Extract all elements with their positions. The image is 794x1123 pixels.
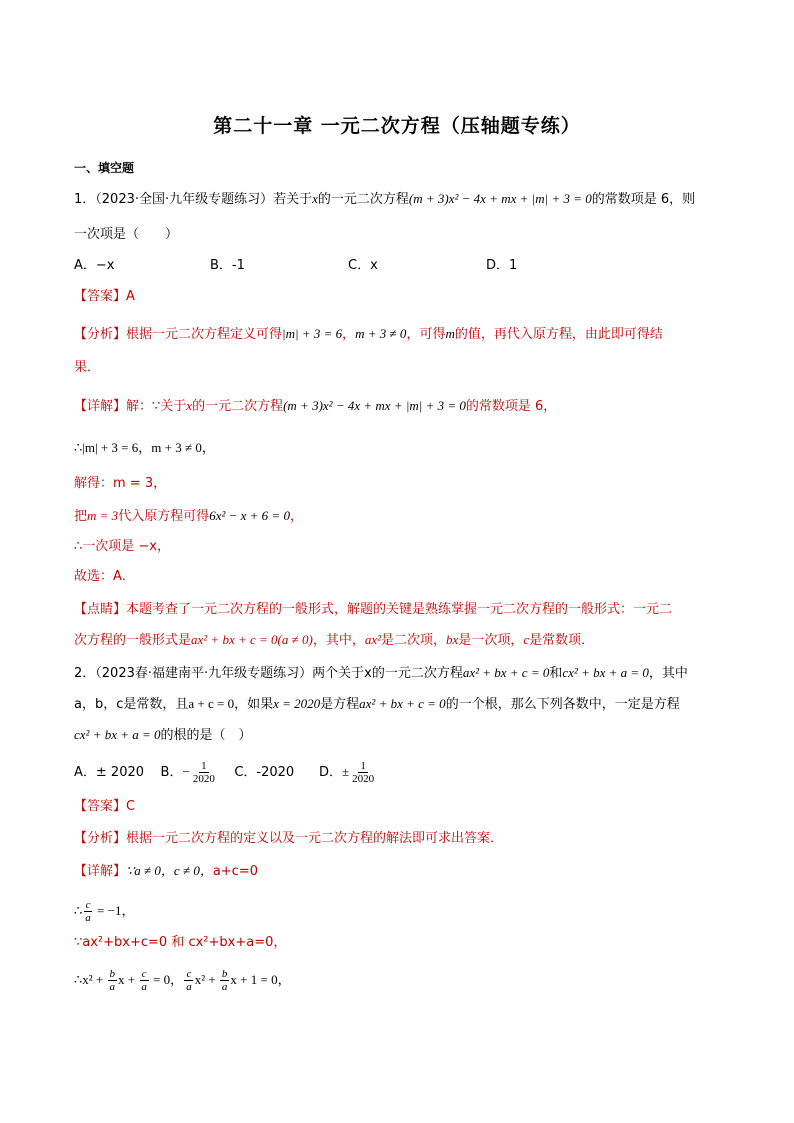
q1-analysis-sep: ，	[342, 327, 356, 342]
q2-s3-denominator-1: a	[109, 981, 115, 993]
q1-option-c: C．x	[348, 258, 378, 273]
q2-line2-text-a: a，b，c是常数，且	[74, 697, 189, 712]
q1-step3-text-c: ，	[289, 509, 303, 524]
q2-stem-and: 和	[549, 666, 563, 681]
q1-detail-text-a: 解：∵关于	[126, 399, 187, 414]
q1-stem-text-c: 的常数项是 6，则	[591, 192, 696, 207]
q2-option-d	[319, 760, 377, 785]
q2-option-b-denominator: 2020	[192, 773, 215, 785]
q2-analysis	[74, 829, 503, 849]
q2-line2-eq1: a + c = 0	[188, 696, 235, 711]
q2-s3-fraction-1	[108, 968, 118, 993]
q2-s3-lead: ∴x² +	[74, 972, 107, 987]
q2-stem-line2	[74, 694, 680, 715]
q2-s3-numerator-4: b	[221, 968, 228, 980]
q2-analysis-text: 根据一元二次方程的定义以及一元二次方程的解法即可求出答案．	[126, 831, 504, 846]
q2-analysis-tag: 【分析】	[74, 831, 127, 846]
q2-stem-eq2: cx² + bx + a = 0	[562, 665, 649, 680]
q2-line3-text: 的根的是（ ）	[160, 728, 252, 743]
q2-option-a: A．± 2020	[74, 765, 145, 780]
page-title: 第二十一章 一元二次方程（压轴题专练）	[213, 115, 581, 137]
q2-s3-fraction-2	[139, 968, 149, 993]
q2-option-d-numerator: 1	[360, 760, 366, 772]
q2-step-2: ∵ax²+bx+c=0 和 cx²+bx+a=0，	[74, 935, 287, 950]
q2-detail	[74, 861, 258, 882]
q2-option-d-fraction	[350, 760, 376, 785]
q2-s3-numerator-3: c	[186, 968, 192, 980]
q2-options	[74, 758, 377, 787]
section-heading: 一、填空题	[74, 161, 135, 175]
q1-step-2: 解得：m = 3，	[74, 476, 167, 491]
q1-comment-line2	[74, 630, 594, 651]
q2-option-d-label: D．	[319, 765, 343, 780]
q1-comment-line1	[74, 600, 672, 620]
q1-analysis-var: m	[445, 326, 455, 341]
q1-answer	[74, 287, 135, 307]
q1-step-1: ∴|m| + 3 = 6，m + 3 ≠ 0，	[74, 440, 215, 455]
q1-step3-eq2: 6x² − x + 6 = 0	[209, 508, 290, 523]
q2-s1-fraction	[83, 899, 93, 924]
q2-line3-eq: cx² + bx + a = 0	[74, 727, 161, 742]
q1-comment-text-d: 是二次项，	[381, 633, 447, 648]
q2-s3-denominator-2: a	[141, 981, 147, 993]
q2-stem-line3	[74, 725, 252, 746]
q1-detail	[74, 396, 556, 417]
q2-answer-tag: 【答案】	[74, 799, 127, 814]
q1-stem-var: x	[312, 191, 318, 206]
q2-answer	[74, 797, 135, 817]
q1-detail-equation: (m + 3)x² − 4x + mx + |m| + 3 = 0	[283, 398, 466, 413]
q2-line2-text-d: 的一个根，那么下列各数中，一定是方程	[445, 697, 680, 712]
q2-detail-text-a: ∵a ≠ 0，c ≠ 0，	[126, 863, 213, 878]
q1-stem-equation: (m + 3)x² − 4x + mx + |m| + 3 = 0	[408, 191, 592, 206]
q1-comment-term1: ax²	[364, 632, 382, 647]
q1-detail-tag: 【详解】	[74, 399, 127, 414]
q1-comment-text-e: 是一次项，	[458, 633, 524, 648]
q2-option-b-sign: −	[182, 764, 190, 779]
q2-line2-eq2: x = 2020	[273, 696, 321, 711]
q1-option-b: B．-1	[210, 258, 245, 273]
q2-option-c: C．-2020	[234, 765, 295, 780]
q1-detail-text-b: 的一元二次方程	[192, 399, 284, 414]
q1-answer-value: A	[126, 289, 135, 304]
q2-option-b-numerator: 1	[201, 760, 207, 772]
q1-analysis	[74, 324, 663, 345]
q1-answer-tag: 【答案】	[74, 289, 127, 304]
q2-s3-denominator-3: a	[186, 981, 192, 993]
q1-step3-text-a: 把	[74, 509, 88, 524]
q2-line2-eq3: ax² + bx + c = 0	[359, 696, 446, 711]
q1-stem-text-a: 1．（2023·全国·九年级专题练习）若关于	[74, 192, 313, 207]
q1-comment-tag: 【点睛】	[74, 602, 127, 617]
q2-option-b-label: B．	[160, 765, 183, 780]
q2-s1-lead: ∴	[74, 904, 83, 919]
q1-option-a: A．−x	[74, 258, 115, 273]
q2-stem	[74, 663, 688, 684]
q1-analysis-text-a: 根据一元二次方程定义可得	[126, 327, 283, 342]
q2-s3-fraction-3	[184, 968, 194, 993]
q1-analysis-eq2: m + 3 ≠ 0	[355, 326, 407, 341]
q2-line2-text-c: 是方程	[320, 697, 360, 712]
q2-stem-text-b: ，其中	[648, 666, 688, 681]
q1-detail-text-c: 的常数项是 6，	[465, 399, 557, 414]
q2-s3-mid-3: x² +	[194, 972, 219, 987]
q1-comment-equation: ax² + bx + c = 0(a ≠ 0)	[191, 632, 313, 647]
q2-detail-text-b: a+c=0	[212, 864, 258, 879]
q1-comment-text-b: 次方程的一般形式是	[74, 633, 192, 648]
q2-option-d-denominator: 2020	[352, 773, 375, 785]
q1-analysis-line2: 果．	[74, 360, 101, 375]
q2-step-3	[74, 965, 291, 996]
q1-stem	[74, 189, 695, 210]
q1-step3-text-b: 代入原方程可得	[118, 509, 210, 524]
q2-s3-fraction-4	[220, 968, 230, 993]
q2-s3-numerator-2: c	[141, 968, 147, 980]
q1-comment-text-c: ，其中，	[312, 633, 365, 648]
q2-s3-tail: x + 1 = 0，	[230, 972, 291, 987]
q2-s3-mid-1: x +	[118, 972, 139, 987]
q1-stem-line2: 一次项是（ ）	[74, 227, 179, 242]
q1-stem-text-b: 的一元二次方程	[317, 192, 409, 207]
q2-s3-numerator-1: b	[109, 968, 115, 980]
q2-option-d-sign: ±	[342, 764, 350, 779]
q2-detail-tag: 【详解】	[74, 864, 127, 879]
q1-comment-term3: c	[523, 632, 530, 647]
q2-s3-mid-2: = 0，	[149, 972, 184, 987]
q2-option-b	[160, 760, 218, 785]
q2-step-1	[74, 896, 134, 927]
q2-s1-numerator: c	[85, 899, 91, 911]
q1-comment-term2: bx	[446, 632, 459, 647]
q2-s3-denominator-4: a	[221, 981, 228, 993]
q1-comment-text-f: 是常数项．	[529, 633, 595, 648]
q2-stem-text-a: 2．（2023春·福建南平·九年级专题练习）两个关于x的一元二次方程	[74, 666, 463, 681]
q1-step-4: ∴一次项是 −x，	[74, 539, 170, 554]
q2-s1-tail: = −1，	[93, 903, 135, 918]
q1-analysis-eq1: |m| + 3 = 6	[282, 326, 343, 341]
q1-option-d: D．1	[486, 258, 518, 273]
q1-analysis-text-c: 的值，再代入原方程，由此即可得结	[454, 327, 663, 342]
q2-answer-value: C	[126, 799, 136, 814]
q1-comment-text-a: 本题考查了一元二次方程的一般形式，解题的关键是熟练掌握一元二次方程的一般形式：一元二	[126, 602, 673, 617]
q2-stem-eq1: ax² + bx + c = 0	[462, 665, 550, 680]
q1-analysis-tag: 【分析】	[74, 327, 127, 342]
q2-s1-denominator: a	[85, 912, 91, 924]
q1-step-5: 故选：A．	[74, 569, 135, 584]
q1-step-3	[74, 506, 303, 527]
q2-option-b-fraction	[191, 760, 217, 785]
q2-line2-text-b: ，如果	[234, 697, 274, 712]
q1-analysis-text-b: ，可得	[406, 327, 446, 342]
q1-step3-eq1: m = 3	[87, 508, 119, 523]
q1-detail-var: x	[186, 398, 193, 413]
